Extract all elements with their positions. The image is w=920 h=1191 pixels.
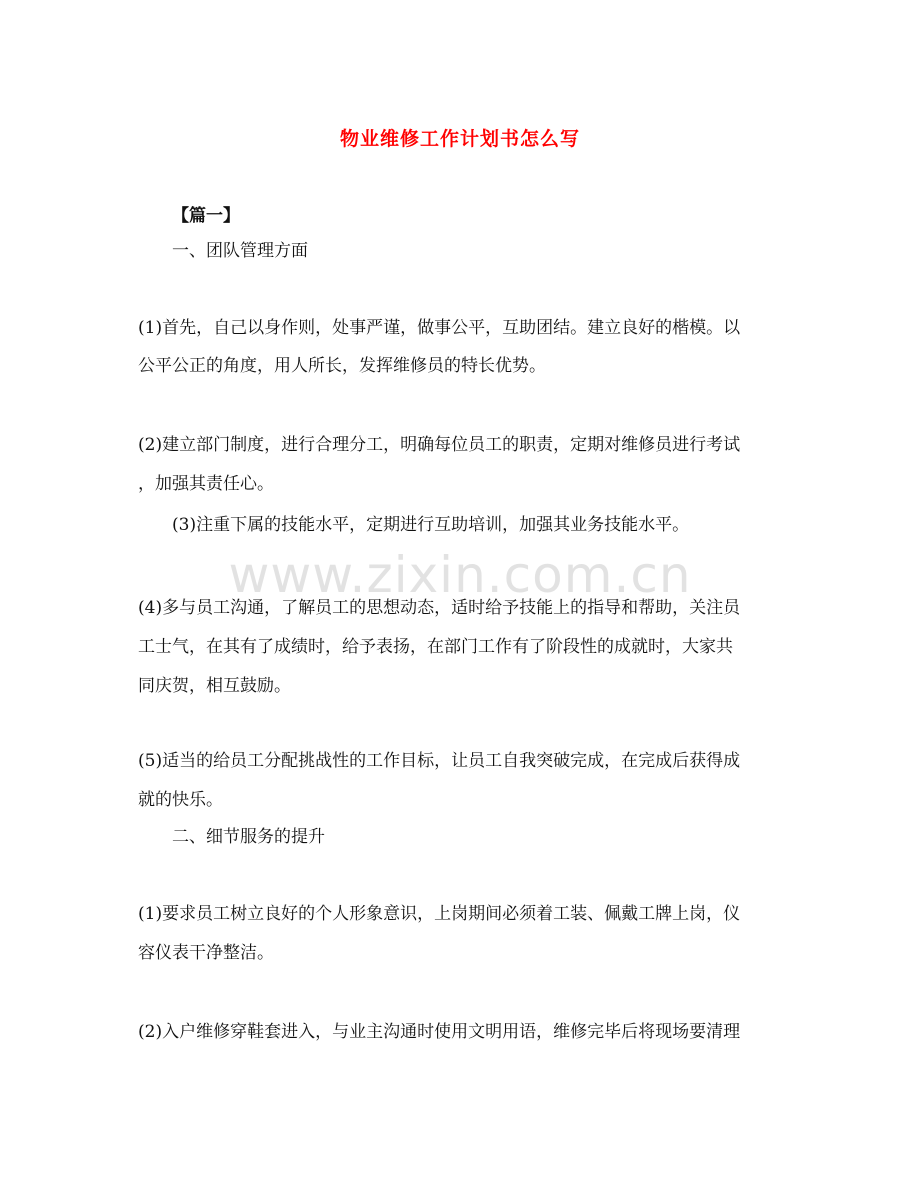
paragraph-1-line-2: 公平公正的角度，用人所长，发挥维修员的特长优势。 bbox=[138, 356, 546, 376]
paragraph-3-line-1: (3)注重下属的技能水平，定期进行互助培训，加强其业务技能水平。 bbox=[172, 515, 690, 535]
paragraph-2-line-1: (2)建立部门制度，进行合理分工，明确每位员工的职责，定期对维修员进行考试 bbox=[138, 435, 741, 455]
watermark: www.zixin.com.cn bbox=[228, 546, 692, 604]
paragraph-5-line-2: 就的快乐。 bbox=[138, 790, 223, 810]
paragraph-5-line-1: (5)适当的给员工分配挑战性的工作目标，让员工自我突破完成，在完成后获得成 bbox=[138, 751, 741, 771]
paragraph-1-line-1: (1)首先，自己以身作则，处事严谨，做事公平，互助团结。建立良好的楷模。以 bbox=[138, 318, 741, 338]
paragraph-4-line-2: 工士气，在其有了成绩时，给予表扬，在部门工作有了阶段性的成就时，大家共 bbox=[138, 637, 733, 657]
paragraph-6-line-1: (1)要求员工树立良好的个人形象意识，上岗期间必须着工装、佩戴工牌上岗，仪 bbox=[138, 904, 741, 924]
paragraph-4-line-3: 同庆贺，相互鼓励。 bbox=[138, 676, 291, 696]
paragraph-6-line-2: 容仪表干净整洁。 bbox=[138, 943, 274, 963]
paragraph-7-line-1: (2)入户维修穿鞋套进入，与业主沟通时使用文明用语，维修完毕后将现场要清理 bbox=[138, 1022, 741, 1042]
paragraph-2-line-2: ，加强其责任心。 bbox=[138, 474, 274, 494]
document-title: 物业维修工作计划书怎么写 bbox=[339, 128, 580, 150]
paragraph-4-line-1: (4)多与员工沟通，了解员工的思想动态，适时给予技能上的指导和帮助，关注员 bbox=[138, 598, 741, 618]
section-heading-1: 一、团队管理方面 bbox=[172, 241, 308, 261]
section-marker: 【篇一】 bbox=[172, 206, 240, 226]
section-heading-2: 二、细节服务的提升 bbox=[172, 827, 325, 847]
